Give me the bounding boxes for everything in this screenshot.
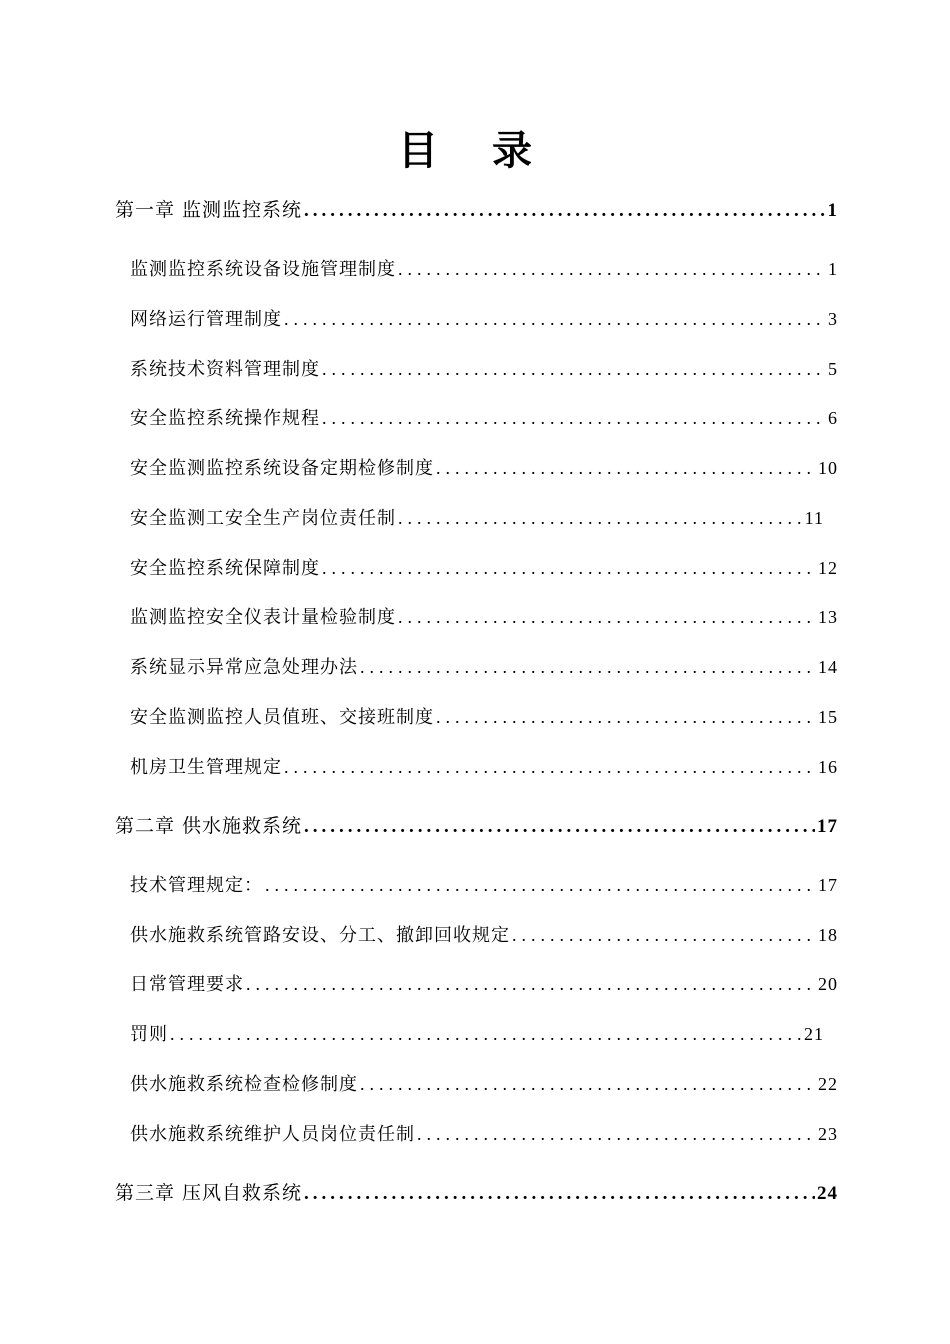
toc-page-number: 6 [828,408,838,428]
toc-entry[interactable] [130,920,838,950]
toc-entry[interactable] [130,304,838,334]
toc-entry[interactable] [130,1119,838,1149]
toc-entry-label: 供水施救系统管路安设、分工、撤卸回收规定 [130,925,510,946]
toc-page-number: 23 [818,1124,838,1144]
toc-leader-dots [436,453,816,483]
toc-entry-label: 监测监控系统设备设施管理制度 [130,259,396,280]
toc-leader-dots [417,1119,816,1149]
toc-page-number: 11 [804,508,824,528]
toc-leader-dots [304,196,825,226]
toc-leader-dots [322,553,816,583]
toc-leader-dots [398,602,816,632]
toc-entry[interactable] [130,870,838,900]
toc-page-number: 14 [818,657,838,677]
toc-page-number: 13 [818,607,838,627]
toc-page-number: 1 [828,259,838,279]
toc-entry-label: 供水施救系统维护人员岗位责任制 [130,1124,415,1145]
toc-entry-label: 技术管理规定： [130,875,263,896]
toc-leader-dots [322,354,826,384]
toc-entry[interactable] [130,702,838,732]
toc-page-number: 15 [818,707,838,727]
toc-entry-label: 安全监测工安全生产岗位责任制 [130,508,396,529]
toc-page-number: 18 [818,925,838,945]
toc-entry-label: 第二章 供水施救系统 [115,815,303,837]
toc-page-number: 22 [818,1074,838,1094]
toc-entry-label: 安全监测监控系统设备定期检修制度 [130,458,434,479]
page-title: 目 录 [398,128,552,174]
toc-leader-dots [170,1019,802,1049]
toc-entry-label: 日常管理要求 [130,974,244,995]
toc-entry-label: 网络运行管理制度 [130,309,282,330]
toc-page-number: 1 [827,200,838,221]
toc-entry-label: 安全监测监控人员值班、交接班制度 [130,707,434,728]
toc-entry[interactable] [130,354,838,384]
toc-entry-label: 第三章 压风自救系统 [115,1182,303,1204]
toc-entry-label: 系统技术资料管理制度 [130,359,320,380]
toc-page-number: 16 [818,757,838,777]
toc-page-number: 24 [817,1183,838,1204]
toc-leader-dots [398,503,803,533]
toc-page-number: 12 [818,558,838,578]
toc-entry-label: 机房卫生管理规定 [130,757,282,778]
toc-leader-dots [246,969,816,999]
toc-entry-label: 供水施救系统检查检修制度 [130,1074,358,1095]
toc-entry-label: 系统显示异常应急处理办法 [130,657,358,678]
toc-entry-chapter-3[interactable] [115,1178,838,1208]
toc-leader-dots [512,920,816,950]
toc-entry[interactable] [130,652,838,682]
toc-entry[interactable] [130,403,838,433]
toc-page-number: 3 [828,309,838,329]
toc-entry-label: 安全监控系统操作规程 [130,408,320,429]
toc-entry-label: 安全监控系统保障制度 [130,558,320,579]
toc-entry-label: 监测监控安全仪表计量检验制度 [130,607,396,628]
toc-page-number: 5 [828,359,838,379]
toc-leader-dots [322,403,826,433]
toc-page-number: 17 [817,816,838,837]
toc-entry[interactable] [130,453,838,483]
toc-entry[interactable] [130,553,838,583]
toc-leader-dots [360,1069,816,1099]
toc-page-number: 10 [818,458,838,478]
toc-entry[interactable] [130,503,838,533]
toc-entry-label: 罚则 [130,1024,168,1045]
toc-entry[interactable] [130,752,838,782]
toc-leader-dots [360,652,816,682]
toc-entry[interactable] [130,602,838,632]
toc-entry[interactable] [130,1069,838,1099]
toc-leader-dots [284,304,826,334]
toc-entry-label: 第一章 监测监控系统 [115,199,303,221]
toc-entry[interactable] [130,969,838,999]
toc-page-number: 21 [804,1024,824,1044]
toc-page-number: 20 [818,974,838,994]
toc-leader-dots [436,702,816,732]
toc-entry[interactable] [130,254,838,284]
toc-leader-dots [304,1179,815,1209]
toc-leader-dots [398,254,826,284]
toc-leader-dots [304,812,815,842]
toc-entry-chapter-1[interactable] [115,195,838,225]
toc-entry-chapter-2[interactable] [115,811,838,841]
toc-entry[interactable] [130,1019,838,1049]
toc-leader-dots [265,870,816,900]
toc-leader-dots [284,752,816,782]
toc-page-number: 17 [818,875,838,895]
